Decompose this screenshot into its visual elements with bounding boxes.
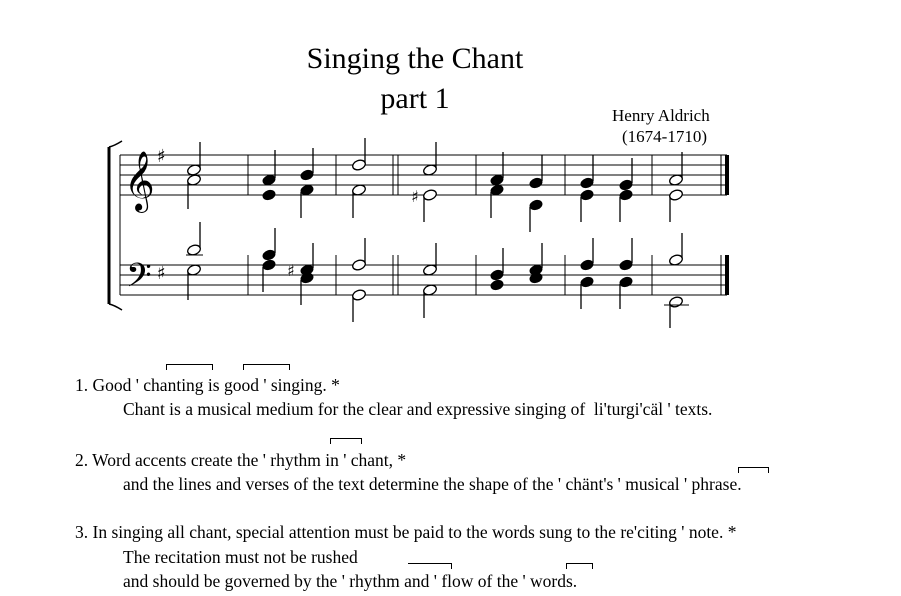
svg-text:♯: ♯: [411, 187, 419, 206]
verse-1-line-2: Chant is a musical medium for the clear and expressive singing of li'turgi'cäl ' texts.: [123, 399, 713, 419]
verse-3-line-1: 3. In singing all chant, special attention must be paid to the words sung to the re'citing ' note. *: [75, 522, 737, 542]
title-line-2: part 1: [380, 82, 450, 115]
barlines: [120, 155, 727, 295]
accent-bracket: [408, 563, 452, 569]
verse-2-line-1: 2. Word accents create the ' rhythm in ' chant, *: [75, 450, 407, 470]
title-line-1: Singing the Chant: [306, 42, 524, 75]
key-signature-treble-sharp-icon: ♯: [157, 146, 166, 167]
verse-3-line-3: and should be governed by the ' rhythm and ' flow of the ' words.: [123, 571, 578, 591]
composer-dates: (1674-1710): [622, 127, 707, 146]
verse-3-line-2: The recitation must not be rushed: [123, 547, 358, 567]
accent-bracket: [243, 364, 290, 370]
composer-name: Henry Aldrich: [612, 106, 710, 125]
accent-bracket: [330, 438, 362, 444]
accent-bracket: [166, 364, 213, 370]
key-signature-bass-sharp-icon: ♯: [157, 263, 166, 284]
staff-lines-treble: [120, 155, 727, 195]
verse-1-line-1: 1. Good ' chanting is good ' singing. *: [75, 375, 340, 395]
bass-clef-icon: 𝄢: [126, 257, 152, 303]
verse-2-line-2: and the lines and verses of the text determine the shape of the ' chänt's ' musical ' phrase.: [123, 474, 742, 494]
accent-bracket: [566, 563, 593, 569]
treble-clef-icon: 𝄞: [124, 151, 155, 211]
svg-text:♯: ♯: [287, 261, 295, 280]
accent-bracket: [738, 467, 769, 473]
